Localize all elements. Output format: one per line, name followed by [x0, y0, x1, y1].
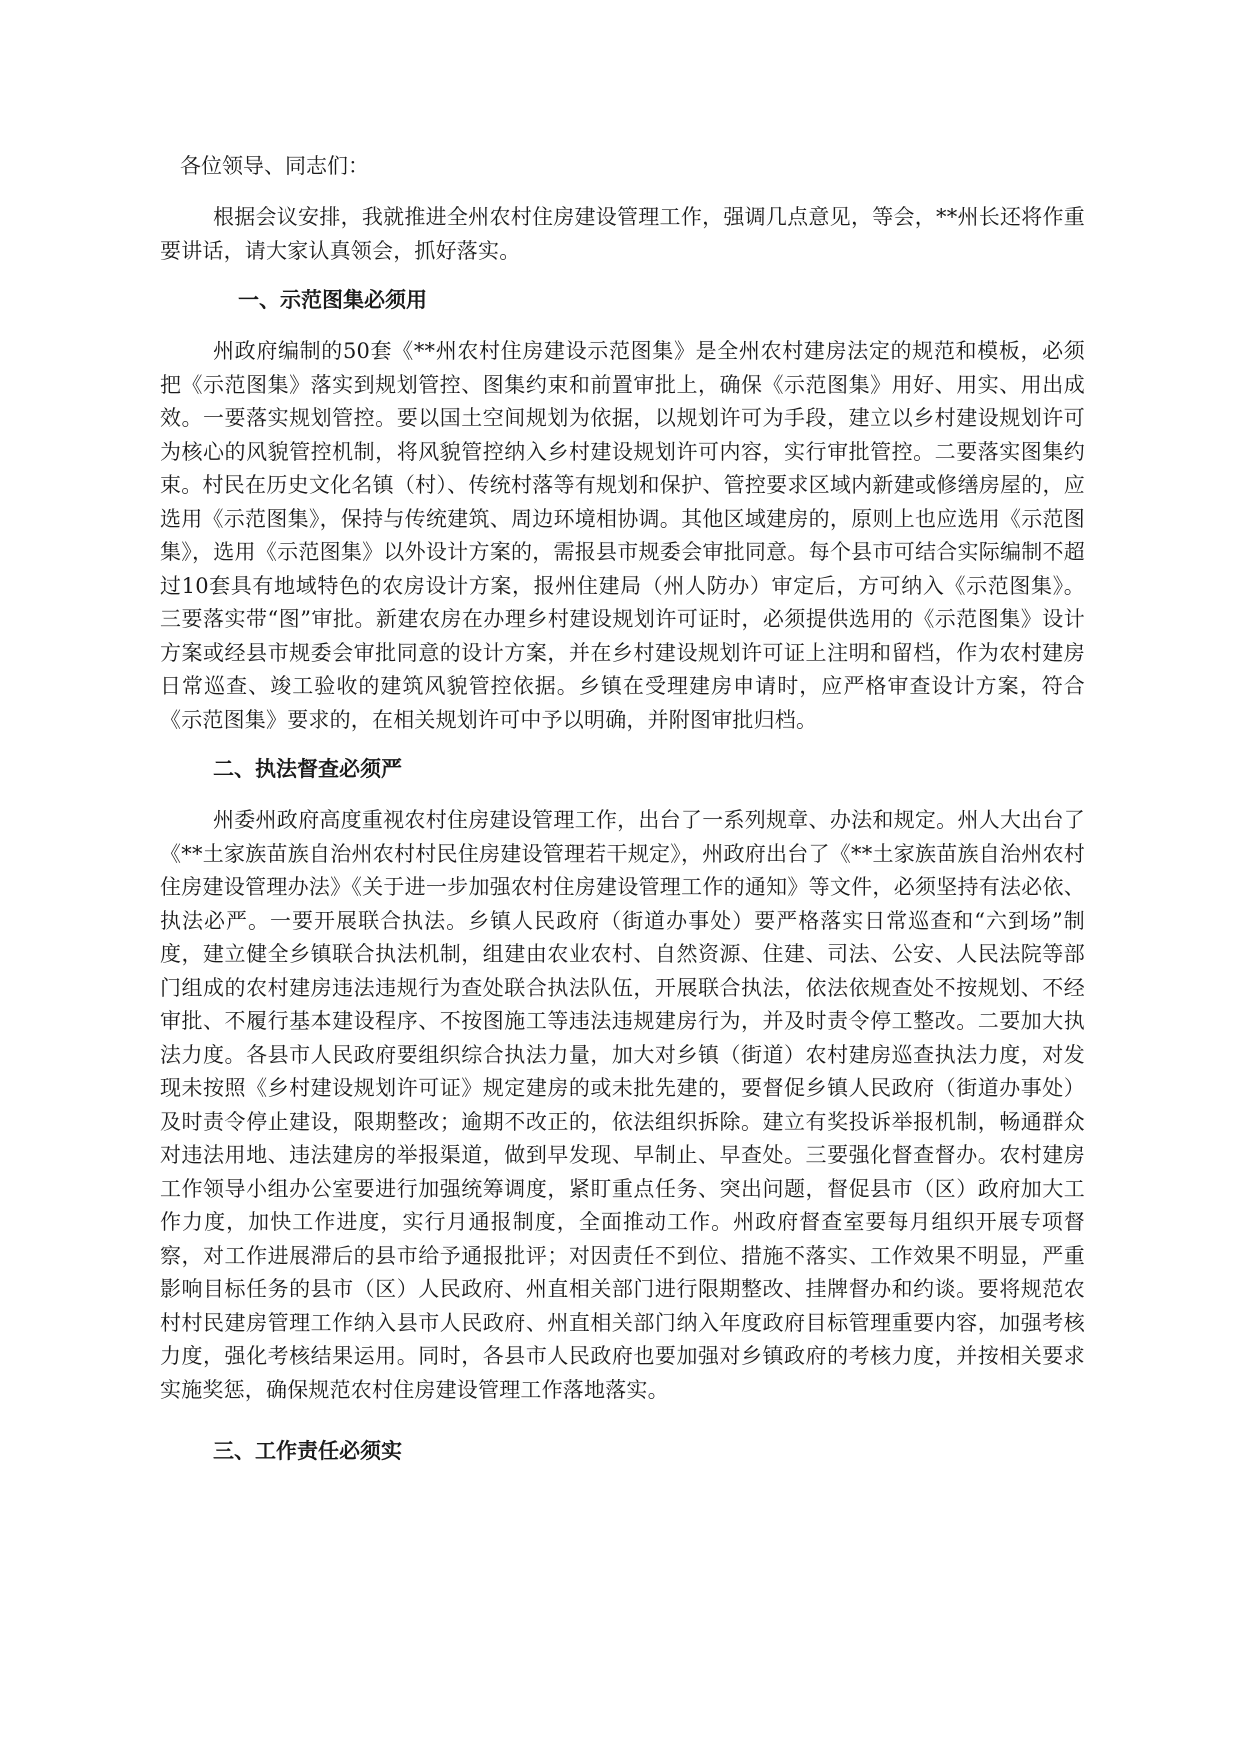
- section-1-paragraph: 州政府编制的50套《**州农村住房建设示范图集》是全州农村建房法定的规范和模板，必须把《示范图集》落实到规划管控、图集约束和前置审批上，确保《示范图集》用好、用实、用出成效。一要落实规划管控。要以国土空间规划为依据，以规划许可为手段，建立以乡村建设规划许可为核心的风貌管控机制，将风貌管控纳入乡村建设规划许可内容，实行审批管控。二要落实图集约束。村民在历史文化名镇（村）、传统村落等有规划和保护、管控要求区域内新建或修缮房屋的，应选用《示范图集》，保持与传统建筑、周边环境相协调。其他区域建房的，原则上也应选用《示范图集》，选用《示范图集》以外设计方案的，需报县市规委会审批同意。每个县市可结合实际编制不超过10套具有地域特色的农房设计方案，报州住建局（州人防办）审定后，方可纳入《示范图集》。三要落实带“图”审批。新建农房在办理乡村建设规划许可证时，必须提供选用的《示范图集》设计方案或经县市规委会审批同意的设计方案，并在乡村建设规划许可证上注明和留档，作为农村建房日常巡查、竣工验收的建筑风貌管控依据。乡镇在受理建房申请时，应严格审查设计方案，符合《示范图集》要求的，在相关规划许可中予以明确，并附图审批归档。: [160, 339, 1085, 732]
- greeting: 各位领导、同志们：: [180, 154, 369, 178]
- section-2-paragraph: 州委州政府高度重视农村住房建设管理工作，出台了一系列规章、办法和规定。州人大出台了《**土家族苗族自治州农村村民住房建设管理若干规定》，州政府出台了《**土家族苗族自治州农村住房建设管理办法》《关于进一步加强农村住房建设管理工作的通知》等文件，必须坚持有法必依、执法必严。一要开展联合执法。乡镇人民政府（街道办事处）要严格落实日常巡查和“六到场”制度，建立健全乡镇联合执法机制，组建由农业农村、自然资源、住建、司法、公安、人民法院等部门组成的农村建房违法违规行为查处联合执法队伍，开展联合执法，依法依规查处不按规划、不经审批、不履行基本建设程序、不按图施工等违法违规建房行为，并及时责令停工整改。二要加大执法力度。各县市人民政府要组织综合执法力量，加大对乡镇（街道）农村建房巡查执法力度，对发现未按照《乡村建设规划许可证》规定建房的或未批先建的，要督促乡镇人民政府（街道办事处）及时责令停止建设，限期整改；逾期不改正的，依法组织拆除。建立有奖投诉举报机制，畅通群众对违法用地、违法建房的举报渠道，做到早发现、早制止、早查处。三要强化督查督办。农村建房工作领导小组办公室要进行加强统筹调度，紧盯重点任务、突出问题，督促县市（区）政府加大工作力度，加快工作进度，实行月通报制度，全面推动工作。州政府督查室要每月组织开展专项督察，对工作进展滞后的县市给予通报批评；对因责任不到位、措施不落实、工作效果不明显，严重影响目标任务的县市（区）人民政府、州直相关部门进行限期整改、挂牌督办和约谈。要将规范农村村民建房管理工作纳入县市人民政府、州直相关部门纳入年度政府目标管理重要内容，加强考核力度，强化考核结果运用。同时，各县市人民政府也要加强对乡镇政府的考核力度，并按相关要求实施奖惩，确保规范农村住房建设管理工作落地落实。: [160, 808, 1085, 1402]
- document-body: [160, 150, 1085, 1486]
- intro-paragraph: 根据会议安排，我就推进全州农村住房建设管理工作，强调几点意见，等会，**州长还将作重要讲话，请大家认真领会，抓好落实。: [160, 205, 1085, 263]
- section-3-heading: 三、工作责任必须实: [213, 1439, 402, 1463]
- section-2-heading: 二、执法督查必须严: [213, 757, 402, 781]
- section-1-heading: 一、示范图集必须用: [238, 288, 427, 312]
